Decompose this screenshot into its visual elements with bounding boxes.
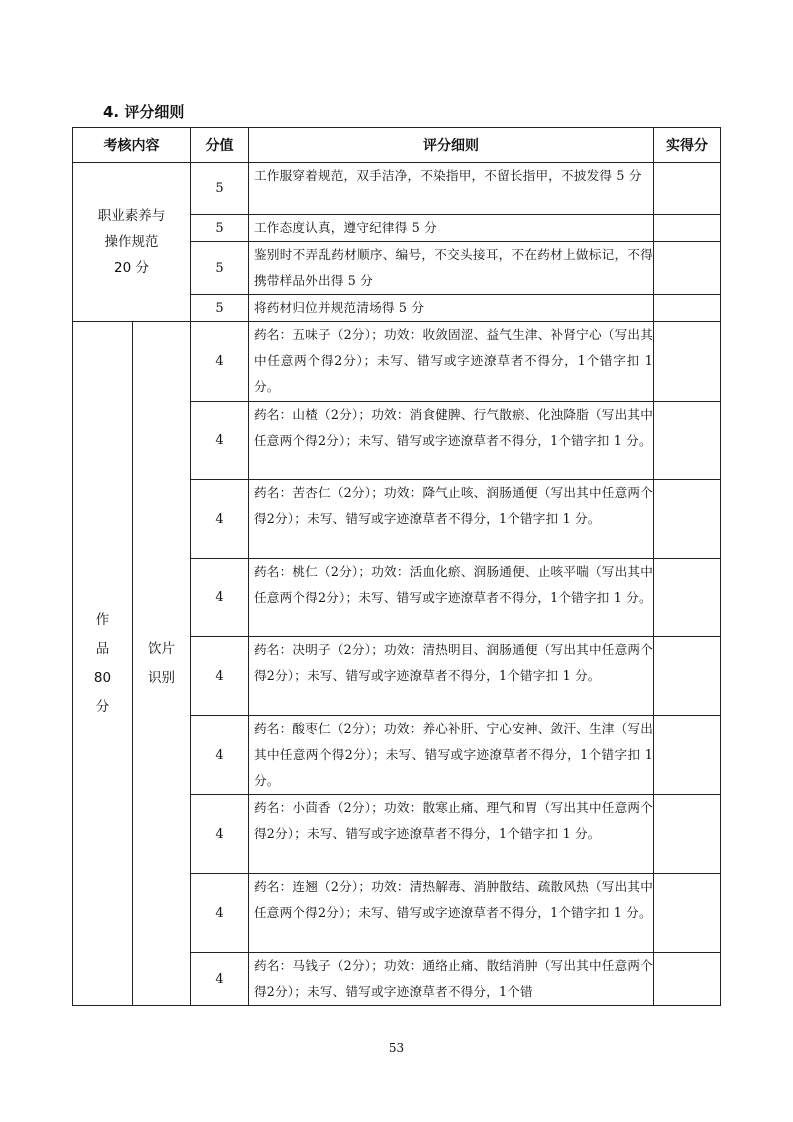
score-detail: 鉴别时不弄乱药材顺序、编号，不交头接耳，不在药材上做标记，不得携带样品外出得 5 分 bbox=[249, 242, 654, 295]
section-title: 4. 评分细则 bbox=[103, 103, 185, 121]
actual-score-cell[interactable] bbox=[654, 215, 721, 242]
score-value: 5 bbox=[191, 295, 249, 322]
actual-score-cell[interactable] bbox=[654, 874, 721, 953]
header-content: 考核内容 bbox=[73, 128, 191, 163]
score-value: 4 bbox=[191, 559, 249, 637]
score-detail: 工作态度认真，遵守纪律得 5 分 bbox=[249, 215, 654, 242]
category-line: 80 bbox=[93, 669, 112, 686]
category-line: 分 bbox=[95, 698, 110, 715]
actual-score-cell[interactable] bbox=[654, 480, 721, 559]
score-value: 4 bbox=[191, 795, 249, 874]
score-value: 4 bbox=[191, 716, 249, 795]
actual-score-cell[interactable] bbox=[654, 242, 721, 295]
subcategory-line: 识别 bbox=[148, 669, 175, 686]
category-line: 作 bbox=[95, 611, 110, 628]
score-detail: 药名：酸枣仁（2分）；功效：养心补肝、宁心安神、敛汗、生津（写出其中任意两个得2分）；未写、错写或字迹潦草者不得分，1个错字扣 1 分。 bbox=[249, 716, 654, 795]
score-value: 4 bbox=[191, 402, 249, 480]
table-header-row bbox=[73, 128, 721, 163]
score-detail: 将药材归位并规范清场得 5 分 bbox=[249, 295, 654, 322]
score-value: 5 bbox=[191, 242, 249, 295]
subcategory-line: 饮片 bbox=[148, 640, 175, 657]
score-value: 4 bbox=[191, 874, 249, 953]
header-actual: 实得分 bbox=[654, 128, 721, 163]
score-detail: 药名：连翘（2分）；功效：清热解毒、消肿散结、疏散风热（写出其中任意两个得2分）；未写、错写或字迹潦草者不得分，1个错字扣 1 分。 bbox=[249, 874, 654, 953]
score-value: 5 bbox=[191, 215, 249, 242]
actual-score-cell[interactable] bbox=[654, 795, 721, 874]
actual-score-cell[interactable] bbox=[654, 163, 721, 215]
score-detail: 药名：决明子（2分）；功效：清热明目、润肠通便（写出其中任意两个得2分）；未写、错写或字迹潦草者不得分，1个错字扣 1 分。 bbox=[249, 637, 654, 716]
category-professionalism bbox=[73, 163, 191, 322]
actual-score-cell[interactable] bbox=[654, 716, 721, 795]
score-detail: 药名：五味子（2分）；功效：收敛固涩、益气生津、补肾宁心（写出其中任意两个得2分）；未写、错写或字迹潦草者不得分，1个错字扣 1 分。 bbox=[249, 322, 654, 402]
score-detail: 工作服穿着规范，双手洁净，不染指甲，不留长指甲，不披发得 5 分 bbox=[249, 163, 654, 215]
score-detail: 药名：山楂（2分）；功效：消食健脾、行气散瘀、化浊降脂（写出其中任意两个得2分）；未写、错写或字迹潦草者不得分，1个错字扣 1 分。 bbox=[249, 402, 654, 480]
header-score: 分值 bbox=[191, 128, 249, 163]
score-value: 4 bbox=[191, 322, 249, 402]
category-works bbox=[73, 322, 133, 1006]
table-row bbox=[73, 163, 721, 215]
score-value: 4 bbox=[191, 637, 249, 716]
category-line: 职业素养与 bbox=[97, 208, 166, 224]
table-row bbox=[73, 322, 721, 402]
actual-score-cell[interactable] bbox=[654, 295, 721, 322]
scoring-table bbox=[72, 127, 721, 1006]
score-value: 5 bbox=[191, 163, 249, 215]
page-number: 53 bbox=[388, 1041, 405, 1055]
score-value: 4 bbox=[191, 953, 249, 1006]
score-detail: 药名：桃仁（2分）；功效：活血化瘀、润肠通便、止咳平喘（写出其中任意两个得2分）；未写、错写或字迹潦草者不得分，1个错字扣 1 分。 bbox=[249, 559, 654, 637]
actual-score-cell[interactable] bbox=[654, 559, 721, 637]
category-line: 品 bbox=[95, 640, 110, 657]
category-line: 20 分 bbox=[114, 260, 149, 276]
header-detail: 评分细则 bbox=[249, 128, 654, 163]
score-detail: 药名：马钱子（2分）；功效：通络止痛、散结消肿（写出其中任意两个得2分）；未写、错写或字迹潦草者不得分，1个错 bbox=[249, 953, 654, 1006]
category-line: 操作规范 bbox=[104, 234, 159, 250]
score-detail: 药名：苦杏仁（2分）；功效：降气止咳、润肠通便（写出其中任意两个得2分）；未写、错写或字迹潦草者不得分，1个错字扣 1 分。 bbox=[249, 480, 654, 559]
subcategory-identification bbox=[133, 322, 191, 1006]
actual-score-cell[interactable] bbox=[654, 637, 721, 716]
actual-score-cell[interactable] bbox=[654, 322, 721, 402]
actual-score-cell[interactable] bbox=[654, 953, 721, 1006]
score-value: 4 bbox=[191, 480, 249, 559]
actual-score-cell[interactable] bbox=[654, 402, 721, 480]
score-detail: 药名：小茴香（2分）；功效：散寒止痛、理气和胃（写出其中任意两个得2分）；未写、错写或字迹潦草者不得分，1个错字扣 1 分。 bbox=[249, 795, 654, 874]
